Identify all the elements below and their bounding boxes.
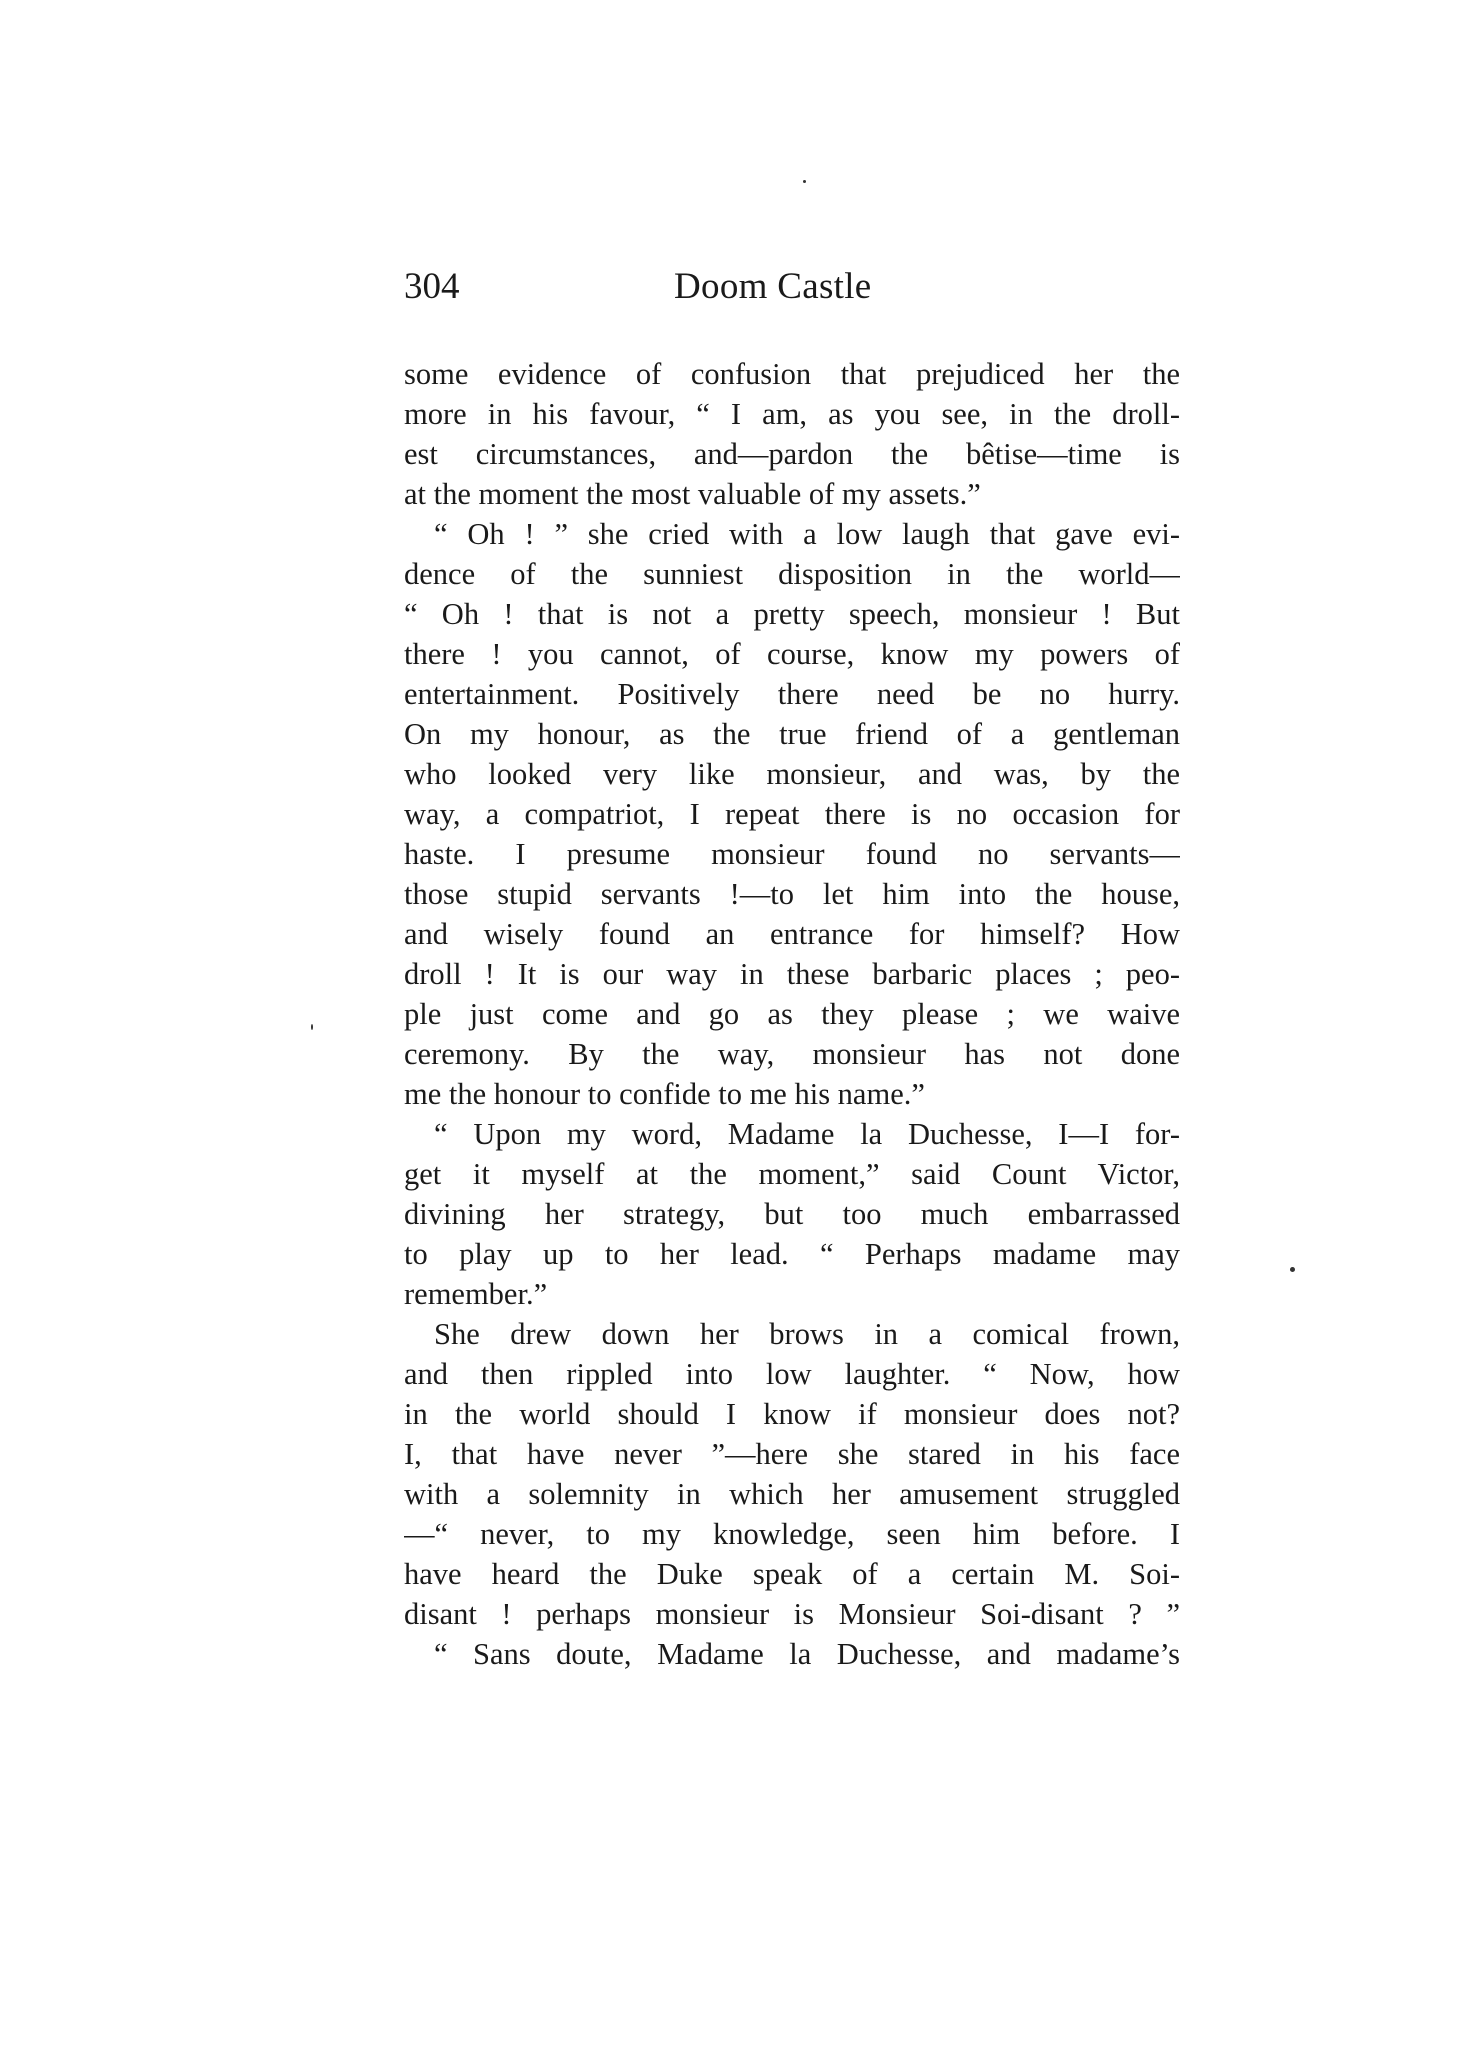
text-line: est circumstances, and—pardon the bêtise—time is	[404, 437, 1180, 471]
text-line: and then rippled into low laughter. “ Now, how	[404, 1357, 1180, 1391]
text-line: I, that have never ”—here she stared in his face	[404, 1437, 1180, 1471]
scan-speck	[803, 180, 806, 183]
body-text	[404, 354, 1180, 1674]
book-title: Doom Castle	[674, 266, 872, 307]
text-line: with a solemnity in which her amusement struggled	[404, 1477, 1180, 1511]
text-line: “ Sans doute, Madame la Duchesse, and madame’s	[434, 1637, 1180, 1671]
page-number: 304	[404, 266, 460, 307]
text-line: “ Oh ! that is not a pretty speech, monsieur ! But	[404, 597, 1180, 631]
text-line: those stupid servants !—to let him into the house,	[404, 877, 1180, 911]
text-line: —“ never, to my knowledge, seen him before. I	[404, 1517, 1180, 1551]
scan-speck	[311, 1024, 313, 1030]
text-line: some evidence of confusion that prejudiced her the	[404, 357, 1180, 391]
text-line: remember.”	[404, 1277, 548, 1311]
text-line: “ Upon my word, Madame la Duchesse, I—I for-	[434, 1117, 1180, 1151]
text-line: more in his favour, “ I am, as you see, in the droll-	[404, 397, 1180, 431]
text-line: and wisely found an entrance for himself? How	[404, 917, 1180, 951]
text-line: ceremony. By the way, monsieur has not done	[404, 1037, 1180, 1071]
text-line: at the moment the most valuable of my assets.”	[404, 477, 981, 511]
text-line: droll ! It is our way in these barbaric places ; peo-	[404, 957, 1180, 991]
text-line: She drew down her brows in a comical frown,	[434, 1317, 1180, 1351]
text-line: in the world should I know if monsieur does not?	[404, 1397, 1180, 1431]
text-line: haste. I presume monsieur found no servants—	[404, 837, 1180, 871]
text-line: who looked very like monsieur, and was, by the	[404, 757, 1180, 791]
text-line: entertainment. Positively there need be no hurry.	[404, 677, 1180, 711]
scan-speck	[1290, 1267, 1295, 1272]
text-line: “ Oh ! ” she cried with a low laugh that gave evi-	[434, 517, 1180, 551]
text-line: get it myself at the moment,” said Count Victor,	[404, 1157, 1180, 1191]
text-line: On my honour, as the true friend of a gentleman	[404, 717, 1180, 751]
text-line: have heard the Duke speak of a certain M. Soi-	[404, 1557, 1180, 1591]
text-line: divining her strategy, but too much embarrassed	[404, 1197, 1180, 1231]
text-line: to play up to her lead. “ Perhaps madame may	[404, 1237, 1180, 1271]
text-line: ple just come and go as they please ; we waive	[404, 997, 1180, 1031]
text-line: disant ! perhaps monsieur is Monsieur Soi-disant ? ”	[404, 1597, 1180, 1631]
text-line: there ! you cannot, of course, know my powers of	[404, 637, 1180, 671]
text-line: dence of the sunniest disposition in the world—	[404, 557, 1180, 591]
text-line: way, a compatriot, I repeat there is no occasion for	[404, 797, 1180, 831]
text-line: me the honour to confide to me his name.”	[404, 1077, 925, 1111]
running-head	[404, 262, 1184, 312]
